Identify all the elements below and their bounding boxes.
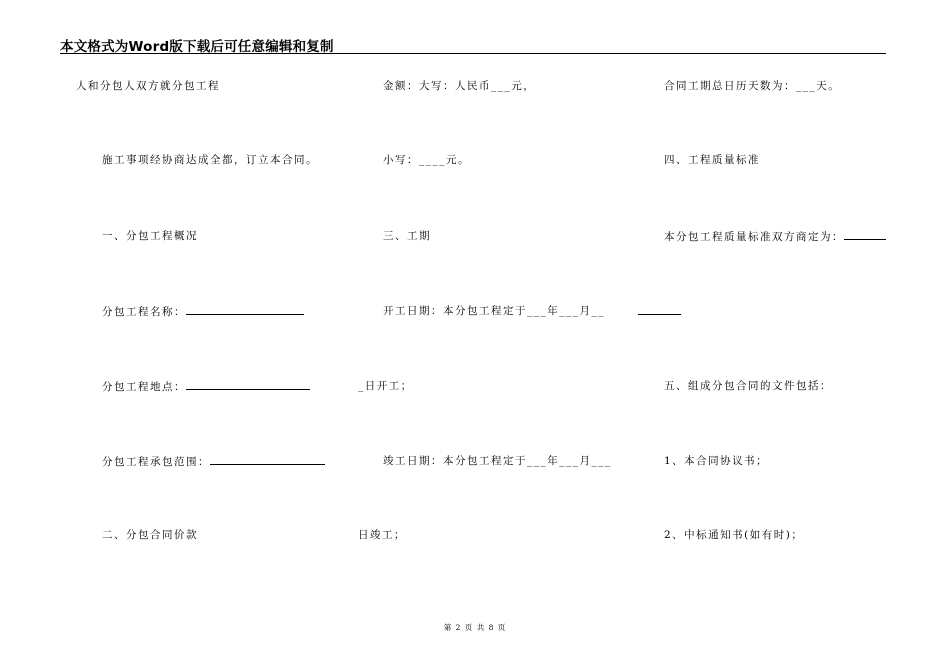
text-line: 施工事项经协商达成全都，订立本合同。 [102,154,318,166]
section-heading: 二、分包合同价款 [102,529,198,541]
text-line: 开工日期：本分包工程定于___年___月__ [383,305,605,317]
text-line [664,229,886,244]
section-heading: 四、工程质量标准 [664,154,760,166]
text-line: 小写：____元。 [383,154,470,166]
text-line: 2、中标通知书(如有时)； [664,529,804,541]
text-line: 合同工期总日历天数为：___天。 [664,80,841,92]
section-heading: 一、分包工程概况 [102,230,198,242]
page-number-footer: 第 2 页 共 8 页 [443,623,507,632]
page-header-title: 本文格式为Word版下载后可任意编辑和复制 [60,39,334,55]
text-line: 竣工日期：本分包工程定于___年___月___ [383,455,612,467]
text-line: 日竣工； [358,529,406,541]
field-label: 分包工程名称： [102,306,186,318]
fill-in-blank [638,304,681,315]
field-label: 分包工程地点： [102,381,186,393]
text-line: _日开工； [358,380,413,392]
text-line: 1、本合同协议书； [664,455,769,467]
fill-in-blank [844,229,886,240]
field-label: 本分包工程质量标准双方商定为： [664,231,844,243]
text-line: 人和分包人双方就分包工程 [76,80,220,92]
section-heading: 三、工期 [383,230,431,242]
section-heading: 五、组成分包合同的文件包括： [664,380,832,392]
text-line: 金额：大写：人民币___元， [383,80,536,92]
field-label: 分包工程承包范围： [102,456,210,468]
